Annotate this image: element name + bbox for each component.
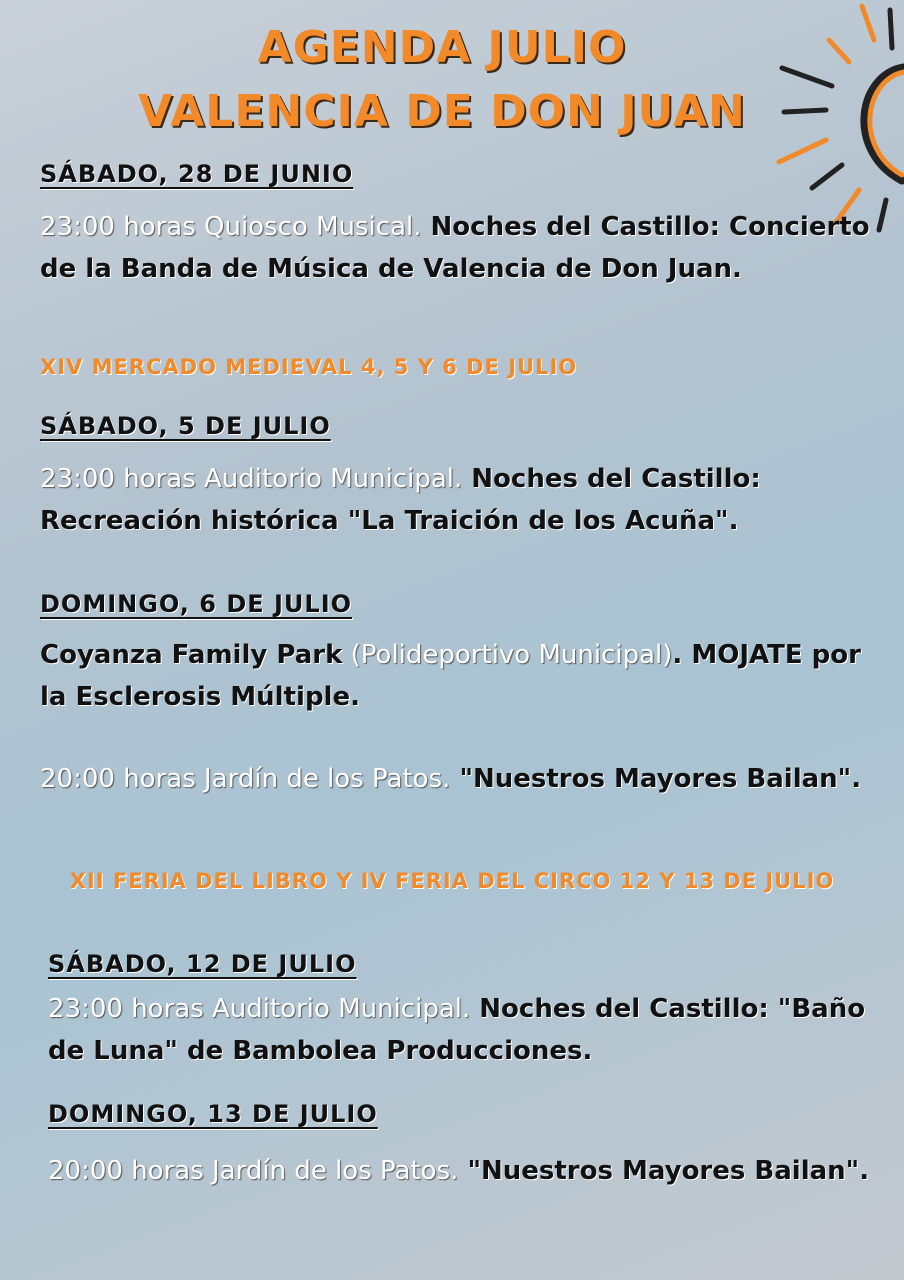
event-time-place: 20:00 horas Jardín de los Patos. bbox=[48, 1156, 459, 1186]
event-detail: "Nuestros Mayores Bailan". bbox=[458, 1156, 870, 1186]
event-detail: . MOJATE por la Esclerosis Múltiple. bbox=[40, 640, 861, 712]
section-6-julio bbox=[40, 590, 870, 800]
event-description bbox=[40, 758, 870, 800]
event-detail: Noches del Castillo: Recreación histórica "La Traición de los Acuña". bbox=[40, 464, 761, 536]
event-description bbox=[48, 988, 878, 1072]
event-description bbox=[40, 206, 870, 290]
date-heading: SÁBADO, 12 DE JULIO bbox=[48, 950, 357, 978]
event-venue: (Polideportivo Municipal) bbox=[342, 640, 673, 670]
event-place: Coyanza Family Park bbox=[40, 640, 343, 670]
title-line-1: AGENDA JULIO bbox=[257, 22, 627, 73]
title-line-2: VALENCIA DE DON JUAN bbox=[138, 86, 746, 137]
event-detail: Noches del Castillo: Concierto de la Banda de Música de Valencia de Don Juan. bbox=[40, 212, 870, 284]
date-heading: DOMINGO, 6 DE JULIO bbox=[40, 590, 353, 618]
date-heading: DOMINGO, 13 DE JULIO bbox=[48, 1100, 378, 1128]
event-description bbox=[40, 634, 870, 718]
section-12-julio bbox=[48, 950, 878, 1072]
event-description bbox=[40, 458, 870, 542]
event-time-place: 23:00 horas Auditorio Municipal. bbox=[40, 464, 463, 494]
event-time-place: 23:00 horas Auditorio Municipal. bbox=[48, 994, 471, 1024]
date-heading: SÁBADO, 5 DE JULIO bbox=[40, 412, 331, 440]
event-title-mercado: XIV MERCADO MEDIEVAL 4, 5 Y 6 DE JULIO bbox=[40, 355, 578, 379]
section-5-julio bbox=[40, 412, 870, 542]
section-28-junio bbox=[40, 160, 870, 290]
event-detail: Noches del Castillo: "Baño de Luna" de Bambolea Producciones. bbox=[48, 994, 866, 1066]
event-title-feria: XII FERIA DEL LIBRO Y IV FERIA DEL CIRCO 12 Y 13 DE JULIO bbox=[69, 869, 835, 893]
section-13-julio bbox=[48, 1100, 878, 1192]
event-time-place: 20:00 horas Jardín de los Patos. bbox=[40, 764, 451, 794]
event-time-place: 23:00 horas Quiosco Musical. bbox=[40, 212, 422, 242]
event-description bbox=[48, 1150, 878, 1192]
date-heading: SÁBADO, 28 DE JUNIO bbox=[40, 160, 354, 188]
event-detail: "Nuestros Mayores Bailan". bbox=[450, 764, 862, 794]
